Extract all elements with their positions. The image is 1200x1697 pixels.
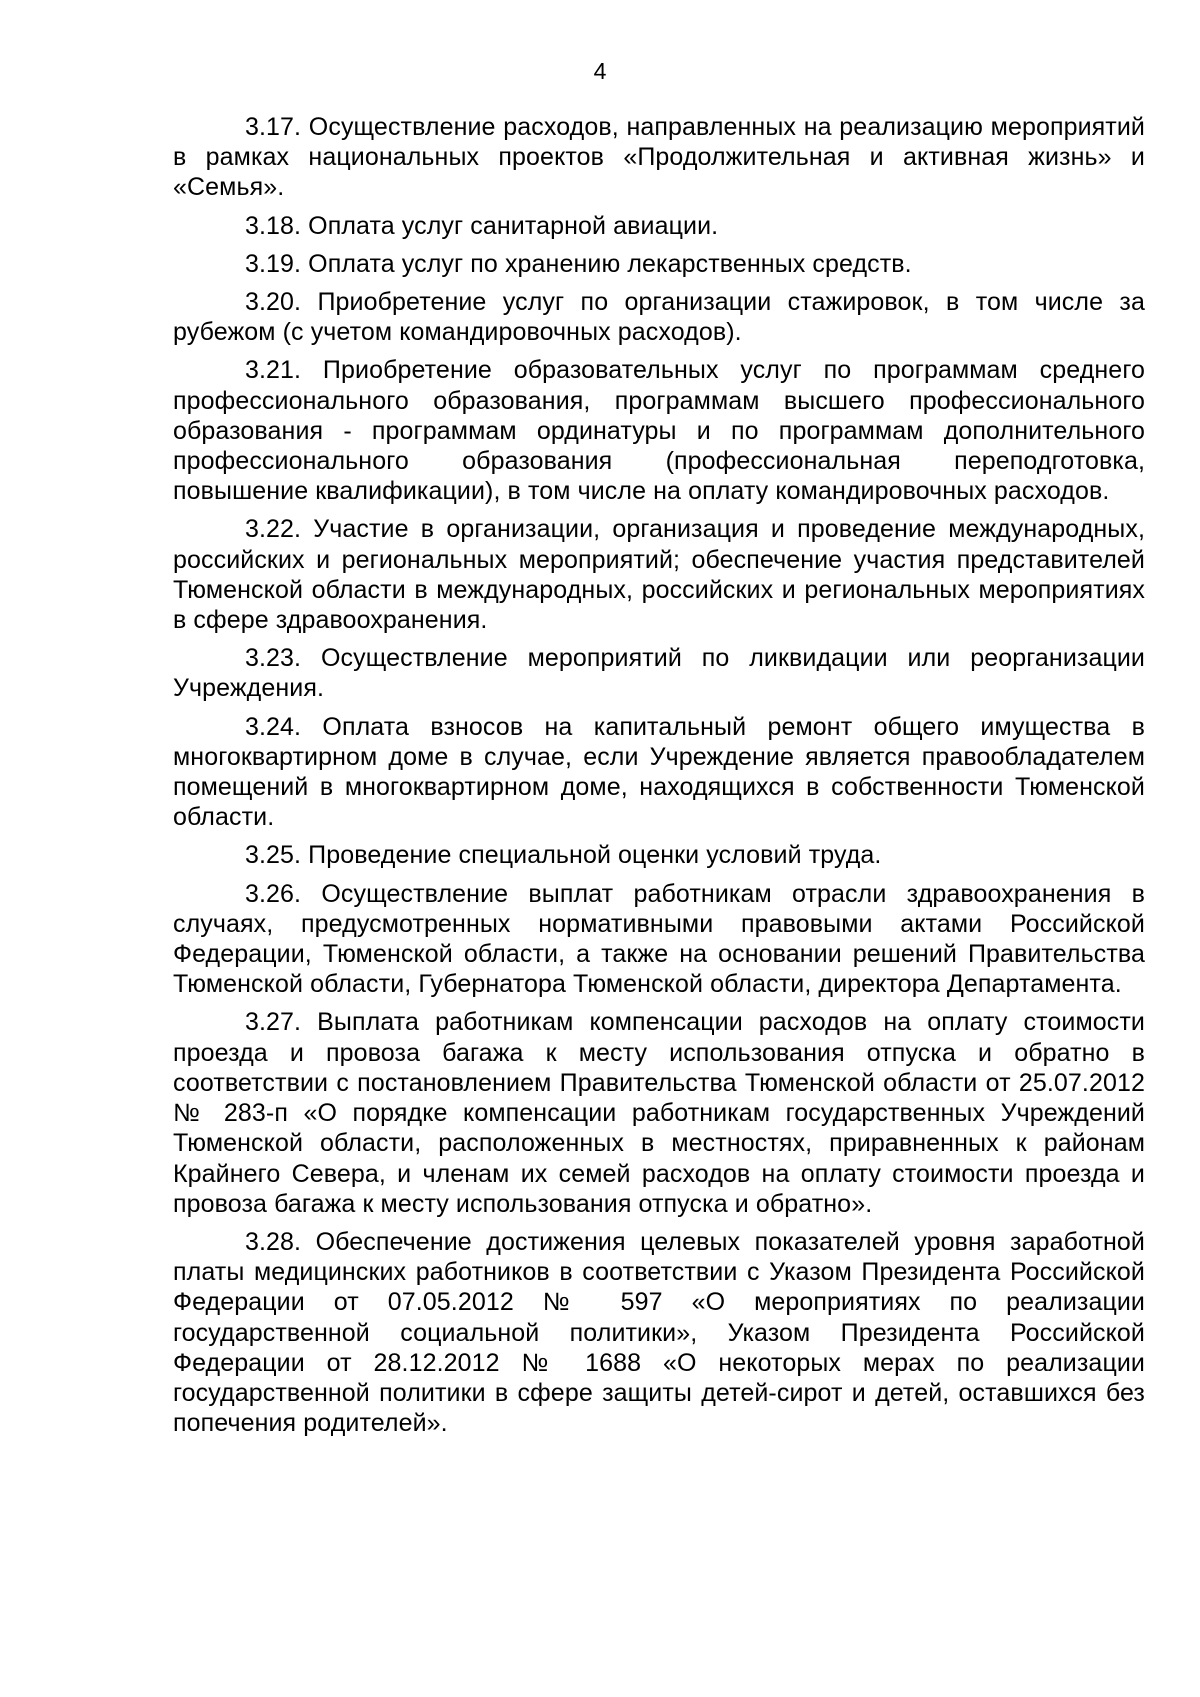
- paragraph-3-24: 3.24. Оплата взносов на капитальный ремонт общего имущества в многоквартирном доме в случае, если Учреждение является правообладателем помещений в многоквартирном доме, находящихся в собственности Тюменской области.: [173, 712, 1145, 832]
- paragraph-3-18: 3.18. Оплата услуг санитарной авиации.: [245, 211, 719, 240]
- paragraph-3-22: 3.22. Участие в организации, организация и проведение международных, российских и региональных мероприятий; обеспечение участия представителей Тюменской области в международных, российских и региональных мероприятиях в сфере здравоохранения.: [173, 515, 1145, 635]
- paragraph-3-17: 3.17. Осуществление расходов, направленных на реализацию мероприятий в рамках национальных проектов «Продолжительная и активная жизнь» и «Семья».: [173, 113, 1145, 202]
- paragraph-3-23: 3.23. Осуществление мероприятий по ликвидации или реорганизации Учреждения.: [173, 644, 1145, 703]
- paragraph-3-20: 3.20. Приобретение услуг по организации стажировок, в том числе за рубежом (с учетом командировочных расходов).: [173, 288, 1145, 347]
- document-body: [173, 112, 1145, 1446]
- page-number: 4: [593, 58, 607, 84]
- paragraph-3-25: 3.25. Проведение специальной оценки условий труда.: [245, 841, 882, 870]
- paragraph-3-28: 3.28. Обеспечение достижения целевых показателей уровня заработной платы медицинских работников в соответствии с Указом Президента Российской Федерации от 07.05.2012 № 597 «О мероприятиях по реализации государственной социальной политики», Указом Президента Российской Федерации от 28.12.2012 № 1688 «О некоторых мерах по реализации государственной политики в сфере защиты детей-сирот и детей, оставшихся без попечения родителей».: [173, 1227, 1145, 1438]
- paragraph-3-26: 3.26. Осуществление выплат работникам отрасли здравоохранения в случаях, предусмотренных нормативными правовыми актами Российской Федерации, Тюменской области, а также на основании решений Правительства Тюменской области, Губернатора Тюменской области, директора Департамента.: [173, 879, 1145, 999]
- paragraph-3-19: 3.19. Оплата услуг по хранению лекарственных средств.: [245, 249, 912, 278]
- paragraph-3-21: 3.21. Приобретение образовательных услуг по программам среднего профессионального образования, программам высшего профессионального образования - программам ординатуры и по программам дополнительного профессионального образования (профессиональная переподготовка, повышение квалификации), в том числе на оплату командировочных расходов.: [173, 356, 1145, 506]
- paragraph-3-27: 3.27. Выплата работникам компенсации расходов на оплату стоимости проезда и провоза багажа к месту использования отпуска и обратно в соответствии с постановлением Правительства Тюменской области от 25.07.2012 № 283-п «О порядке компенсации работникам государственных Учреждений Тюменской области, расположенных в местностях, приравненных к районам Крайнего Севера, и членам их семей расходов на оплату стоимости проезда и провоза багажа к месту использования отпуска и обратно».: [173, 1008, 1145, 1218]
